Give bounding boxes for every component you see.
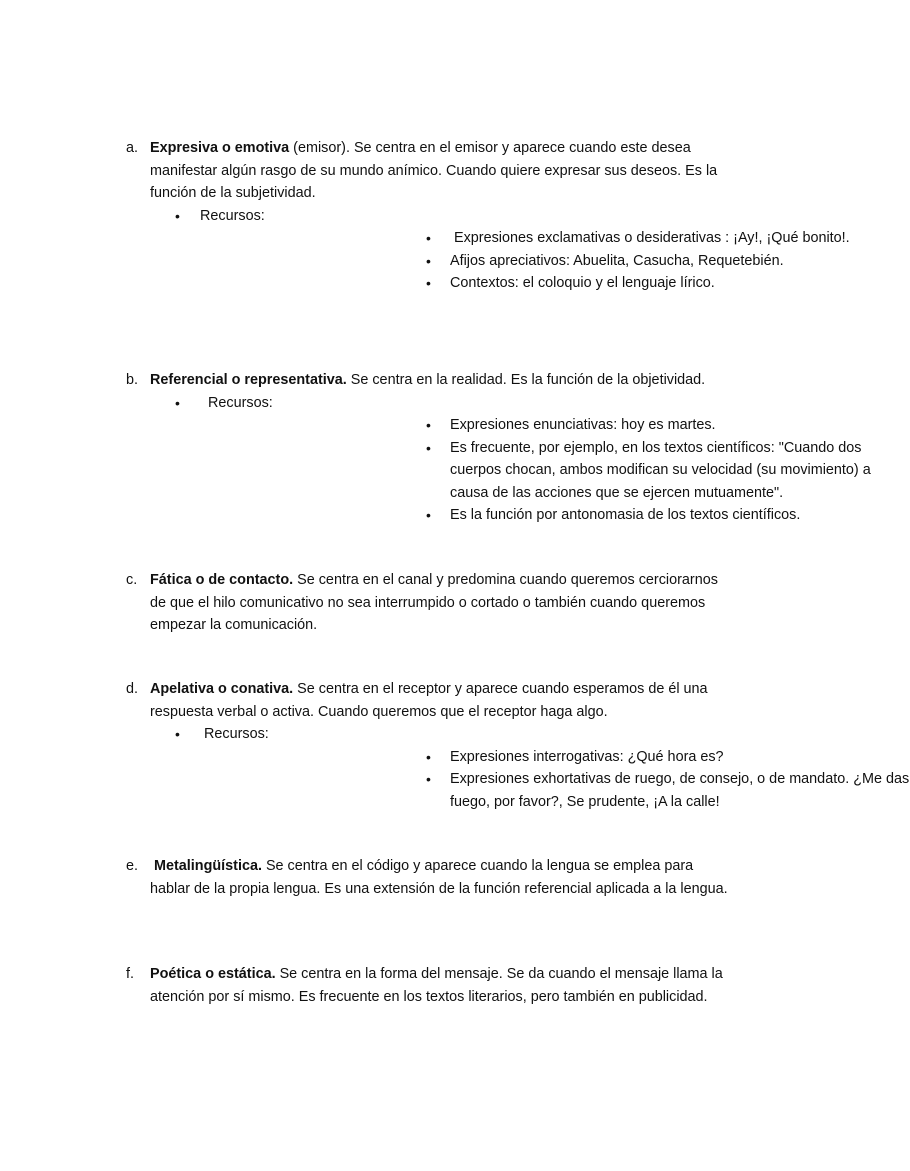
bullet-icon: • <box>426 507 431 523</box>
list-item <box>200 437 910 505</box>
bullet-icon: • <box>175 726 180 742</box>
section-b <box>0 369 871 527</box>
section-e-paragraph <box>0 855 730 900</box>
section-f <box>0 963 828 1008</box>
section-b-resources-list <box>0 392 871 527</box>
section-a-resources-label: Recursos: <box>200 207 265 224</box>
section-d-title: Apelativa o conativa. <box>150 681 294 697</box>
list-item <box>200 227 910 250</box>
list-item <box>200 250 910 273</box>
bullet-icon: • <box>426 771 431 787</box>
section-c-marker: c. <box>126 572 138 588</box>
section-a-text: (emisor). Se centra en el emisor y aparece cuando este desea manifestar algún rasgo de su mundo anímico. Cuando quiere expresar sus deseos. Es la función de la subjetividad. <box>150 140 718 201</box>
section-e-marker: e. <box>126 858 139 874</box>
list-item <box>200 414 910 437</box>
bullet-icon: • <box>426 275 431 291</box>
bullet-icon: • <box>426 230 431 246</box>
bullet-icon: • <box>426 748 431 765</box>
section-d-resources-list <box>0 723 910 813</box>
section-b-resources-sublist <box>200 414 871 527</box>
section-a-resources-sublist <box>200 227 850 295</box>
section-e <box>0 855 828 900</box>
section-a-resource-3: Contextos: el coloquio y el lenguaje lírico. <box>450 275 715 291</box>
section-d-paragraph <box>0 678 730 723</box>
list-item <box>0 723 910 813</box>
section-c-paragraph <box>0 569 730 637</box>
section-d-resources-label: Recursos: <box>204 726 269 742</box>
section-b-resource-1: Expresiones enunciativas: hoy es martes. <box>450 417 716 433</box>
list-item <box>200 746 910 769</box>
section-d-marker: d. <box>126 681 139 697</box>
list-item <box>200 504 910 527</box>
section-b-resource-2: Es frecuente, por ejemplo, en los textos científicos: "Cuando dos cuerpos chocan, ambos modifican su velocidad (su movimiento) a causa de las acciones que se ejercen mutuamente". <box>450 439 871 501</box>
section-b-resources-label: Recursos: <box>208 394 273 411</box>
bullet-icon: • <box>175 207 180 224</box>
section-a-resource-2: Afijos apreciativos: Abuelita, Casucha, Requetebién. <box>450 252 784 269</box>
section-d-resource-1: Expresiones interrogativas: ¿Qué hora es? <box>450 748 724 765</box>
section-c <box>0 569 828 637</box>
section-b-resource-3: Es la función por antonomasia de los textos científicos. <box>450 507 801 523</box>
section-a-resources-list <box>0 205 850 295</box>
section-d-resource-2: Expresiones exhortativas de ruego, de consejo, o de mandato. ¿Me das fuego, por favor?, Se prudente, ¡A la calle! <box>450 771 910 810</box>
bullet-icon: • <box>175 394 180 411</box>
section-a-paragraph <box>0 137 730 205</box>
section-b-title: Referencial o representativa. <box>150 372 347 388</box>
section-e-text: Se centra en el código y aparece cuando la lengua se emplea para hablar de la propia lengua. Es una extensión de la función referencial aplicada a la lengua. <box>150 858 728 897</box>
list-item <box>0 392 871 527</box>
bullet-icon: • <box>426 439 431 456</box>
section-d-text: Se centra en el receptor y aparece cuando esperamos de él una respuesta verbal o activa. Cuando queremos que el receptor haga algo. <box>150 681 708 720</box>
section-c-title: Fática o de contacto. <box>150 572 294 588</box>
section-b-marker: b. <box>126 372 139 388</box>
section-e-title: Metalingüística. <box>154 858 262 874</box>
section-f-marker: f. <box>126 966 134 982</box>
section-a-marker: a. <box>126 140 139 156</box>
list-item <box>0 205 850 295</box>
section-a-title: Expresiva o emotiva <box>150 140 290 156</box>
bullet-icon: • <box>426 252 431 269</box>
section-a-resource-1: Expresiones exclamativas o desiderativas : ¡Ay!, ¡Qué bonito!. <box>454 230 850 246</box>
section-f-title: Poética o estática. <box>150 966 276 982</box>
section-c-text: Se centra en el canal y predomina cuando queremos cerciorarnos de que el hilo comunicativo no sea interrumpido o cortado o también cuando queremos empezar la comunicación. <box>150 572 718 633</box>
section-d-resources-sublist <box>200 746 910 814</box>
section-b-text: Se centra en la realidad. Es la función de la objetividad. <box>346 372 706 388</box>
section-a <box>0 137 850 295</box>
section-b-paragraph <box>0 369 750 392</box>
section-d <box>0 678 910 813</box>
section-f-paragraph <box>0 963 730 1008</box>
section-f-text: Se centra en la forma del mensaje. Se da cuando el mensaje llama la atención por sí mismo. Es frecuente en los textos literarios, pero también en publicidad. <box>150 966 723 1005</box>
bullet-icon: • <box>426 417 431 433</box>
list-item <box>200 768 910 813</box>
list-item <box>200 272 910 295</box>
